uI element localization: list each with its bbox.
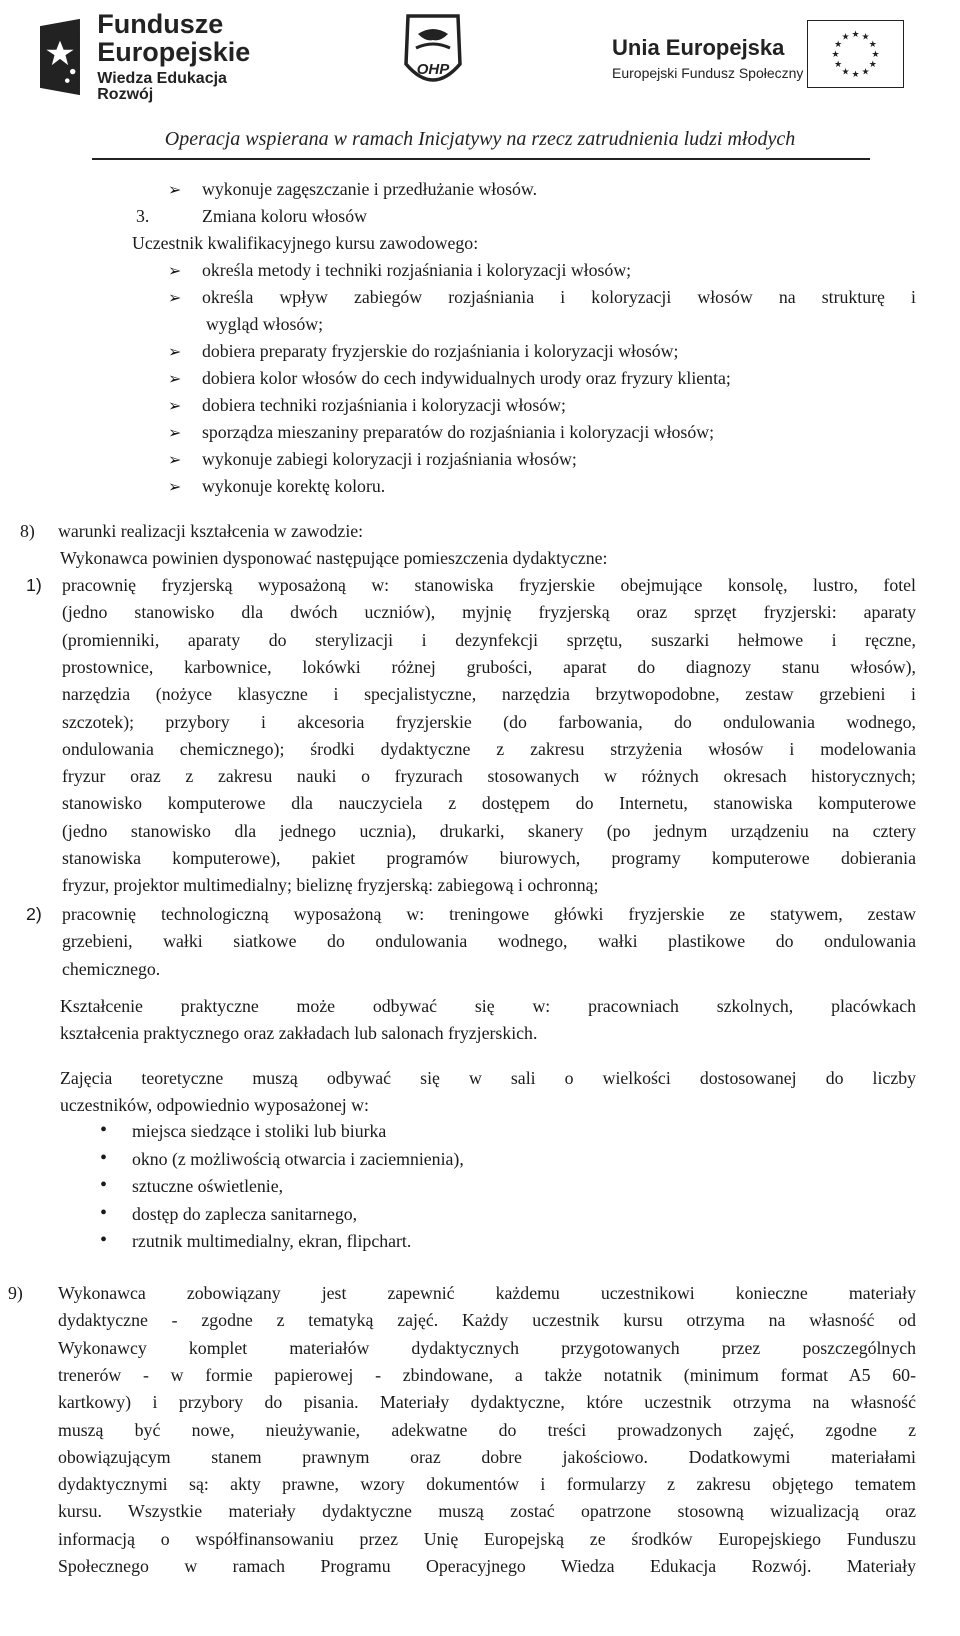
section-3-intro: Uczestnik kwalifikacyjnego kursu zawodowego: — [132, 233, 479, 253]
paragraph-line: muszą być nowe, nieużywanie, adekwatne do treści prowadzonych zajęć, zgodne z — [58, 1419, 916, 1440]
bullet-icon: • — [100, 1146, 108, 1169]
paragraph-line: kartkowy) i przybory do pisania. Materiały dydaktyczne, które uczestnik otrzyma na własność — [58, 1392, 916, 1413]
fe-logo-line2: Europejskie — [97, 37, 251, 68]
paragraph-line: Kształcenie praktyczne może odbywać się w: pracowniach szkolnych, placówkach — [60, 996, 916, 1016]
paragraph-line: kształcenia praktycznego oraz zakładach lub salonach fryzjerskich. — [60, 1023, 538, 1044]
bullet-icon: • — [100, 1119, 108, 1141]
arrow-bullet-icon: ➢ — [168, 396, 182, 415]
eu-star-icon: ★ — [861, 31, 870, 42]
section-3-number: 3. — [136, 206, 150, 226]
paragraph-line: (jedno stanowisko dla jednego ucznia), drukarki, skanery (po jednym urządzeniu na cztery — [62, 820, 916, 841]
paragraph-line: uczestników, odpowiednio wyposażonej w: — [60, 1095, 369, 1116]
paragraph-line: kursu. Wszystkie materiały dydaktyczne muszą zostać opatrzone stosowną wizualizacją oraz — [58, 1501, 916, 1522]
arrow-bullet-icon: ➢ — [168, 423, 182, 442]
paragraph-line: trenerów - w formie papierowej - zbindowane, a także notatnik (minimum format A5 60- — [58, 1364, 916, 1385]
arrow-bullet-icon: ➢ — [168, 261, 182, 280]
section-9-number: 9) — [8, 1283, 23, 1303]
bullet-icon: • — [100, 1201, 108, 1224]
header-tagline: Operacja wspierana w ramach Inicjatywy na rzecz zatrudnienia ludzi młodych — [164, 128, 796, 150]
paragraph-line: stanowiska komputerowe), pakiet programów biurowych, programy komputerowe dobierania — [62, 848, 916, 868]
section-8-number: 8) — [20, 521, 35, 541]
eu-star-icon: ★ — [851, 29, 860, 39]
arrow-bullet-icon: ➢ — [168, 180, 182, 199]
list-item: dobiera kolor włosów do cech indywidualnych urody oraz fryzury klienta; — [202, 368, 731, 388]
list-item: wykonuje zagęszczanie i przedłużanie włosów. — [202, 179, 538, 199]
eu-star-icon: ★ — [868, 59, 877, 69]
fe-logo-line3: Wiedza Edukacja Rozwój — [97, 69, 227, 104]
paragraph-line: szczotek); przybory i akcesoria fryzjerskie (do farbowania, do ondulowania wodnego, — [62, 711, 916, 732]
page-header — [0, 0, 960, 160]
eu-star-icon: ★ — [851, 69, 860, 79]
fe-star-icon — [40, 15, 87, 99]
ohp-shield-icon — [402, 12, 464, 96]
ohp-text: OHP — [416, 61, 450, 78]
paragraph-line: Wykonawca zobowiązany jest zapewnić każdemu uczestnikowi konieczne materiały — [58, 1283, 916, 1303]
paragraph-line: Społecznego w ramach Programu Operacyjnego Wiedza Edukacja Rozwój. Materiały — [58, 1556, 916, 1576]
paragraph-line: pracownię technologiczną wyposażoną w: treningowe główki fryzjerskie ze statywem, zestaw — [62, 904, 916, 924]
eu-star-icon: ★ — [841, 31, 850, 42]
section-8-heading: warunki realizacji kształcenia w zawodzie: — [58, 521, 364, 541]
eu-star-icon: ★ — [834, 59, 843, 69]
eu-star-icon: ★ — [871, 49, 880, 59]
paragraph-line: stanowisko komputerowe dla nauczyciela z dostępem do Internetu, stanowiska komputerowe — [62, 793, 916, 814]
paragraph-line: informacją o współfinansowaniu przez Unię Europejską ze środków Europejskiego Funduszu — [58, 1528, 916, 1549]
header-divider — [92, 158, 870, 160]
list-item: określa wpływ zabiegów rozjaśniania i koloryzacji włosów na strukturę i — [202, 287, 916, 307]
fundusze-europejskie-logo — [40, 8, 270, 104]
item-1-number: 1) — [26, 575, 42, 595]
paragraph-line: (promienniki, aparaty do sterylizacji i dezynfekcji sprzętu, suszarki hełmowe i ręczne, — [62, 629, 916, 650]
paragraph-line: Wykonawcy komplet materiałów dydaktycznych przygotowanych przez poszczególnych — [58, 1337, 916, 1358]
list-item: wykonuje zabiegi koloryzacji i rozjaśniania włosów; — [202, 449, 577, 469]
section-3-heading: Zmiana koloru włosów — [202, 206, 367, 226]
fe-logo-line1: Fundusze — [97, 8, 224, 39]
ue-logo-line2: Europejski Fundusz Społeczny — [612, 65, 804, 81]
list-item: dobiera techniki rozjaśniania i koloryzacji włosów; — [202, 395, 566, 415]
eu-star-icon: ★ — [861, 66, 870, 77]
paragraph-line: fryzur, projektor multimedialny; bieliznę fryzjerską: zabiegową i ochronną; — [62, 875, 599, 896]
list-item: wykonuje korektę koloru. — [202, 476, 386, 496]
list-item-continuation: wygląd włosów; — [206, 314, 324, 334]
arrow-bullet-icon: ➢ — [168, 450, 182, 469]
bullet-item: okno (z możliwością otwarcia i zaciemnienia), — [132, 1148, 464, 1169]
bullet-item: sztuczne oświetlenie, — [132, 1176, 284, 1197]
paragraph-line: fryzur oraz z zakresu nauki o fryzurach stosowanych w różnych okresach historycznych; — [62, 766, 916, 787]
paragraph-line: dydaktyczne - zgodne z tematyką zajęć. Każdy uczestnik kursu otrzyma na własność od — [58, 1310, 916, 1331]
bullet-icon: • — [100, 1174, 108, 1197]
unia-europejska-logo — [612, 18, 912, 98]
bullet-icon: • — [100, 1229, 108, 1252]
arrow-bullet-icon: ➢ — [168, 477, 182, 496]
paragraph-line: obowiązującym stanem prawnym oraz dobre jakościowo. Dodatkowymi materiałami — [58, 1446, 916, 1467]
paragraph-line: (jedno stanowisko dla dwóch uczniów), myjnię fryzjerską oraz sprzęt fryzjerski: aparaty — [62, 602, 916, 623]
arrow-bullet-icon: ➢ — [168, 342, 182, 361]
eu-star-icon: ★ — [834, 39, 843, 49]
paragraph-line: grzebieni, wałki siatkowe do ondulowania wodnego, wałki plastikowe do ondulowania — [62, 931, 916, 952]
paragraph-line: dydaktycznymi są: akty prawne, wzory dokumentów i formularzy z zakresu objętego tematem — [58, 1474, 916, 1495]
bullet-item: dostęp do zaplecza sanitarnego, — [132, 1203, 358, 1224]
list-item: określa metody i techniki rozjaśniania i koloryzacji włosów; — [202, 260, 632, 280]
list-item: sporządza mieszaniny preparatów do rozjaśniania i koloryzacji włosów; — [202, 422, 715, 442]
arrow-bullet-icon: ➢ — [168, 369, 182, 388]
bullet-item: miejsca siedzące i stoliki lub biurka — [132, 1121, 387, 1141]
paragraph-line: narzędzia (nożyce klasyczne i specjalistyczne, narzędzia brzytwopodobne, zestaw grzebieni i — [62, 684, 916, 705]
eu-star-icon: ★ — [868, 39, 877, 49]
eu-star-icon: ★ — [831, 49, 840, 59]
eu-flag-icon — [807, 20, 904, 88]
bullet-item: rzutnik multimedialny, ekran, flipchart. — [132, 1231, 412, 1252]
item-2-number: 2) — [26, 904, 42, 924]
ue-logo-line1: Unia Europejska — [612, 35, 785, 60]
paragraph-line: chemicznego. — [62, 958, 161, 979]
paragraph-line: prostownice, karbownice, lokówki różnej grubości, aparat do diagnozy stanu włosów), — [62, 656, 916, 677]
paragraph-line: pracownię fryzjerską wyposażoną w: stanowiska fryzjerskie obejmujące konsolę, lustro, fotel — [62, 575, 916, 595]
arrow-bullet-icon: ➢ — [168, 288, 182, 307]
eu-star-icon: ★ — [841, 66, 850, 77]
paragraph-line: ondulowania chemicznego); środki dydaktyczne z zakresu strzyżenia włosów i modelowania — [62, 738, 916, 759]
list-item: dobiera preparaty fryzjerskie do rozjaśniania i koloryzacji włosów; — [202, 341, 679, 361]
paragraph-line: Zajęcia teoretyczne muszą odbywać się w sali o wielkości dostosowanej do liczby — [60, 1068, 916, 1088]
section-8-intro: Wykonawca powinien dysponować następujące pomieszczenia dydaktyczne: — [60, 548, 608, 568]
ohp-logo — [402, 12, 464, 96]
